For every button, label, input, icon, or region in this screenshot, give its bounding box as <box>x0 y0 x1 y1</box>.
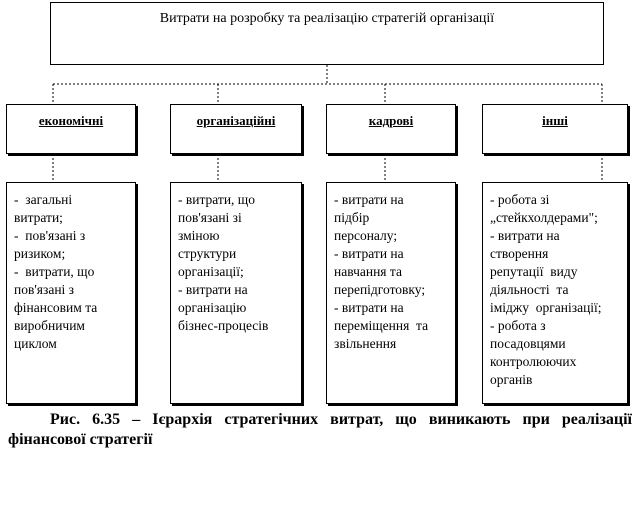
details-personnel <box>326 182 456 404</box>
details-economic <box>6 182 136 404</box>
details-text: - загальні витрати; - пов'язані з ризиком; - витрати, що пов'язані з фінансовим та виробничим циклом <box>14 192 98 351</box>
category-other <box>482 104 628 154</box>
category-organizational <box>170 104 302 154</box>
category-economic <box>6 104 136 154</box>
category-label: організаційні <box>196 113 276 128</box>
category-label: інші <box>542 113 568 128</box>
details-organizational <box>170 182 302 404</box>
category-label: економічні <box>38 113 104 128</box>
root-title: Витрати на розробку та реалізацію стратегій організації <box>159 11 495 26</box>
caption-text: Рис. 6.35 – Ієрархія стратегічних витрат, що виникають при реалізації фінансової стратегії <box>8 411 632 448</box>
details-text: - робота зі „стейкхолдерами"; - витрати на створення репутації виду діяльності та іміджу організації; - робота з посадовцями контролюючих органів <box>490 192 602 387</box>
details-other <box>482 182 628 404</box>
details-text: - витрати на підбір персоналу; - витрати на навчання та перепідготовку; - витрати на переміщення та звільнення <box>334 192 429 351</box>
category-personnel <box>326 104 456 154</box>
category-label: кадрові <box>368 113 414 128</box>
details-text: - витрати, що пов'язані зі зміною структури організації; - витрати на організацію бізнес-процесів <box>178 192 269 333</box>
figure-caption <box>8 410 632 450</box>
root-node <box>50 2 604 65</box>
